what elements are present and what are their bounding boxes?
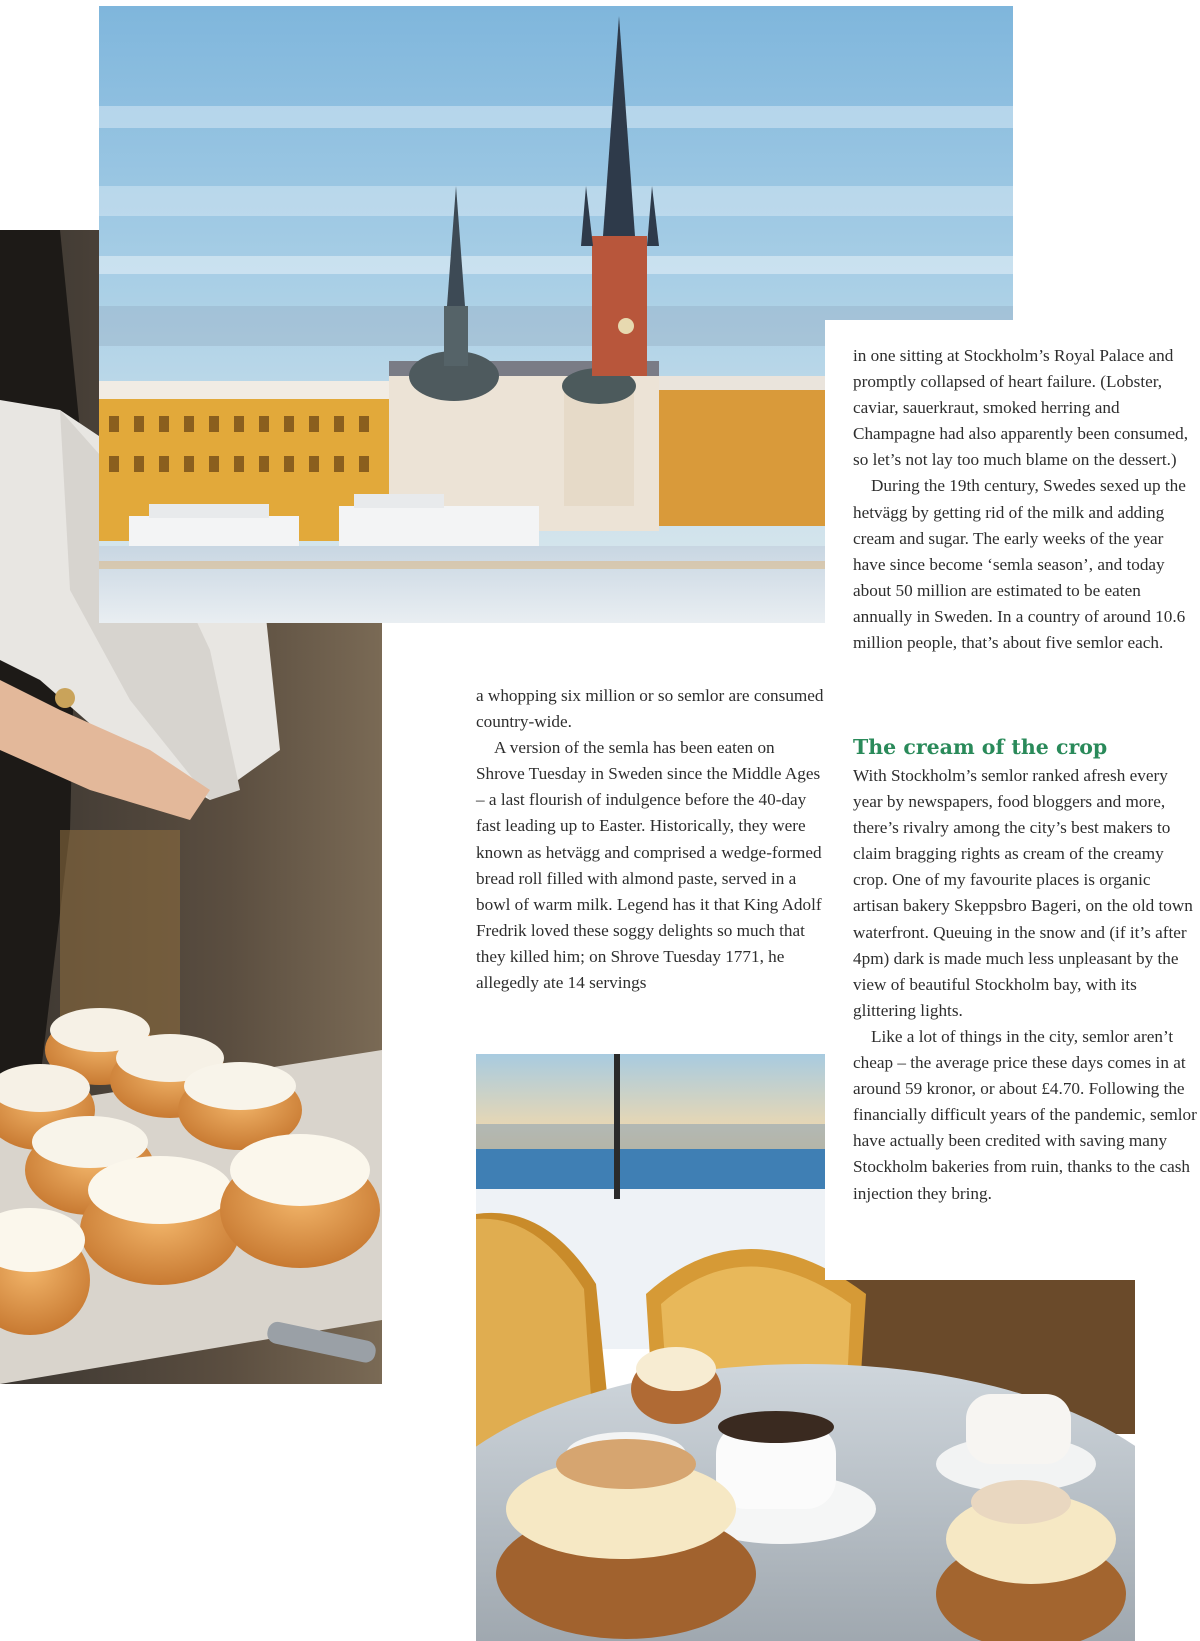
section-subheading: The cream of the crop — [853, 735, 1108, 759]
article-right-column-bottom — [853, 763, 1200, 1207]
paragraph: With Stockholm’s semlor ranked afresh every year by newspapers, food bloggers and more, there’s rivalry among the city’s best makers to claim bragging rights as cream of the creamy crop. One of my favourite places is organic artisan bakery Skeppsbro Bageri, on the old town waterfront. Queuing in the snow and (if it’s after 4pm) dark is made much less unpleasant by the view of beautiful Stockholm bay, with its glittering lights. — [853, 766, 1193, 1020]
article-middle-column — [476, 683, 824, 996]
paragraph: Like a lot of things in the city, semlor aren’t cheap – the average price these days comes in at around 59 kronor, or about £4.70. Following the financially difficult years of the pandemic, semlor have actually been credited with saving many Stockholm bakeries from ruin, thanks to the cash injection they bring. — [853, 1026, 1197, 1203]
paragraph: During the 19th century, Swedes sexed up the hetvägg by getting rid of the milk and adding cream and sugar. The early weeks of the year have since become ‘semla season’, and today about 50 million are estimated to be eaten annually in Sweden. In a country of around 10.6 million people, that’s about five semlor each. — [853, 476, 1186, 653]
article-right-column-top — [853, 343, 1200, 656]
paragraph: a whopping six million or so semlor are consumed country-wide. — [476, 686, 824, 732]
paragraph: A version of the semla has been eaten on Shrove Tuesday in Sweden since the Middle Ages – a last flourish of indulgence before the 40-day fast leading up to Easter. Historically, they were known as hetvägg and comprised a wedge-formed bread roll filled with almond paste, served in a bowl of warm milk. Legend has it that King Adolf Fredrik loved these soggy delights so much that they killed him; on Shrove Tuesday 1771, he allegedly ate 14 servings — [476, 738, 822, 993]
paragraph: in one sitting at Stockholm’s Royal Palace and promptly collapsed of heart failure. (Lobster, caviar, sauerkraut, smoked herring and Champagne had also apparently been consumed, so let’s not lay too much blame on the dessert.) — [853, 346, 1189, 470]
